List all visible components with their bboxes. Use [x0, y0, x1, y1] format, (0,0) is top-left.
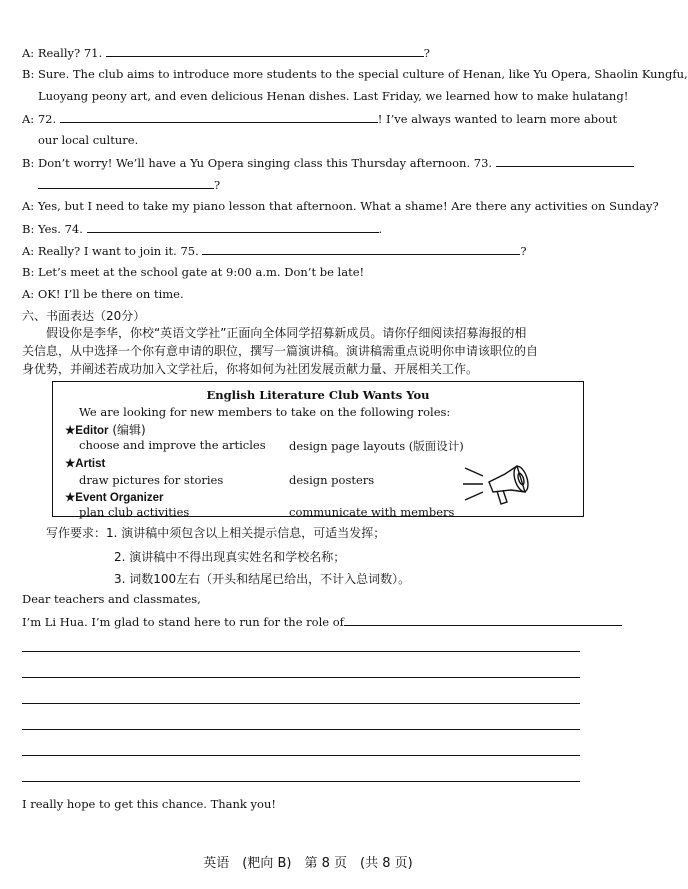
prompt-line: 关信息，从中选择一个你有意申请的职位，撰写一篇演讲稿。演讲稿需重点说明你申请该职位的自: [22, 344, 539, 358]
answer-blank-73b[interactable]: [38, 177, 214, 189]
role-event-organizer: ★Event Organizer: [65, 492, 164, 504]
section-heading: 六、书面表达（20分）: [22, 309, 146, 323]
writing-line[interactable]: [22, 677, 580, 678]
letter-greeting: Dear teachers and classmates,: [22, 592, 201, 606]
requirement-line: 3. 词数100左右（开头和结尾已给出，不计入总词数）。: [114, 572, 411, 586]
answer-blank-71[interactable]: [106, 45, 424, 57]
dialogue-line: A: OK! I’ll be there on time.: [22, 287, 184, 301]
dialogue-line-72: A: 72. ! I’ve always wanted to learn more about: [22, 112, 618, 126]
writing-line[interactable]: [22, 781, 580, 782]
dialogue-line: A: Yes, but I need to take my piano lesson that afternoon. What a shame! Are there any activities on Sunday?: [22, 199, 659, 213]
poster-intro: We are looking for new members to take on the following roles:: [79, 405, 451, 419]
dialogue-line: B: Let’s meet at the school gate at 9:00 a.m. Don’t be late!: [22, 265, 365, 279]
letter-closing: I really hope to get this chance. Thank you!: [22, 797, 277, 811]
role-task: design posters: [289, 473, 375, 487]
dialogue-line: our local culture.: [38, 133, 139, 147]
dialogue-line: B: Sure. The club aims to introduce more students to the special culture of Henan, like Yu Opera, Shaolin Kungfu,: [22, 67, 688, 81]
letter-opening: I’m Li Hua. I’m glad to stand here to run for the role of: [22, 614, 622, 629]
requirement-line: 写作要求：1. 演讲稿中须包含以上相关提示信息，可适当发挥；: [46, 526, 386, 540]
role-task: communicate with members: [289, 505, 455, 519]
role-task: choose and improve the articles: [79, 438, 266, 452]
megaphone-icon: [459, 460, 545, 510]
answer-blank-75[interactable]: [202, 243, 520, 255]
dialogue-line-75: A: Really? I want to join it. 75. ?: [22, 244, 527, 258]
dialogue-line-73: B: Don’t worry! We’ll have a Yu Opera singing class this Thursday afternoon. 73.: [22, 155, 634, 170]
writing-line[interactable]: [22, 729, 580, 730]
role-editor: ★Editor (编辑): [65, 423, 146, 437]
dialogue-line-71: A: Really? 71. ?: [22, 46, 430, 60]
requirement-line: 2. 演讲稿中不得出现真实姓名和学校名称；: [114, 550, 346, 564]
answer-blank-72[interactable]: [60, 111, 378, 123]
prompt-line: 假设你是李华，你校“英语文学社”正面向全体同学招募新成员。请你仔细阅读招募海报的相: [46, 326, 527, 340]
writing-blank[interactable]: [344, 614, 622, 626]
dialogue-line-73-cont: ?: [38, 177, 220, 192]
dialogue-line-74: B: Yes. 74. .: [22, 222, 383, 236]
writing-line[interactable]: [22, 651, 580, 652]
role-task: draw pictures for stories: [79, 473, 224, 487]
answer-blank-73a[interactable]: [496, 155, 634, 167]
dialogue-line: Luoyang peony art, and even delicious Henan dishes. Last Friday, we learned how to make hulatang!: [38, 89, 629, 103]
prompt-line: 身优势，并阐述若成功加入文学社后，你将如何为社团发展贡献力量、开展相关工作。: [22, 362, 479, 376]
role-artist: ★Artist: [65, 458, 106, 470]
recruitment-poster: [52, 381, 584, 517]
page-footer: 英语 (粑向 B) 第 8 页 (共 8 页): [203, 856, 413, 871]
writing-line[interactable]: [22, 755, 580, 756]
poster-title: English Literature Club Wants You: [206, 388, 430, 402]
role-task: design page layouts (版面设计): [289, 439, 464, 453]
answer-blank-74[interactable]: [87, 221, 379, 233]
writing-line[interactable]: [22, 703, 580, 704]
role-task: plan club activities: [79, 505, 190, 519]
